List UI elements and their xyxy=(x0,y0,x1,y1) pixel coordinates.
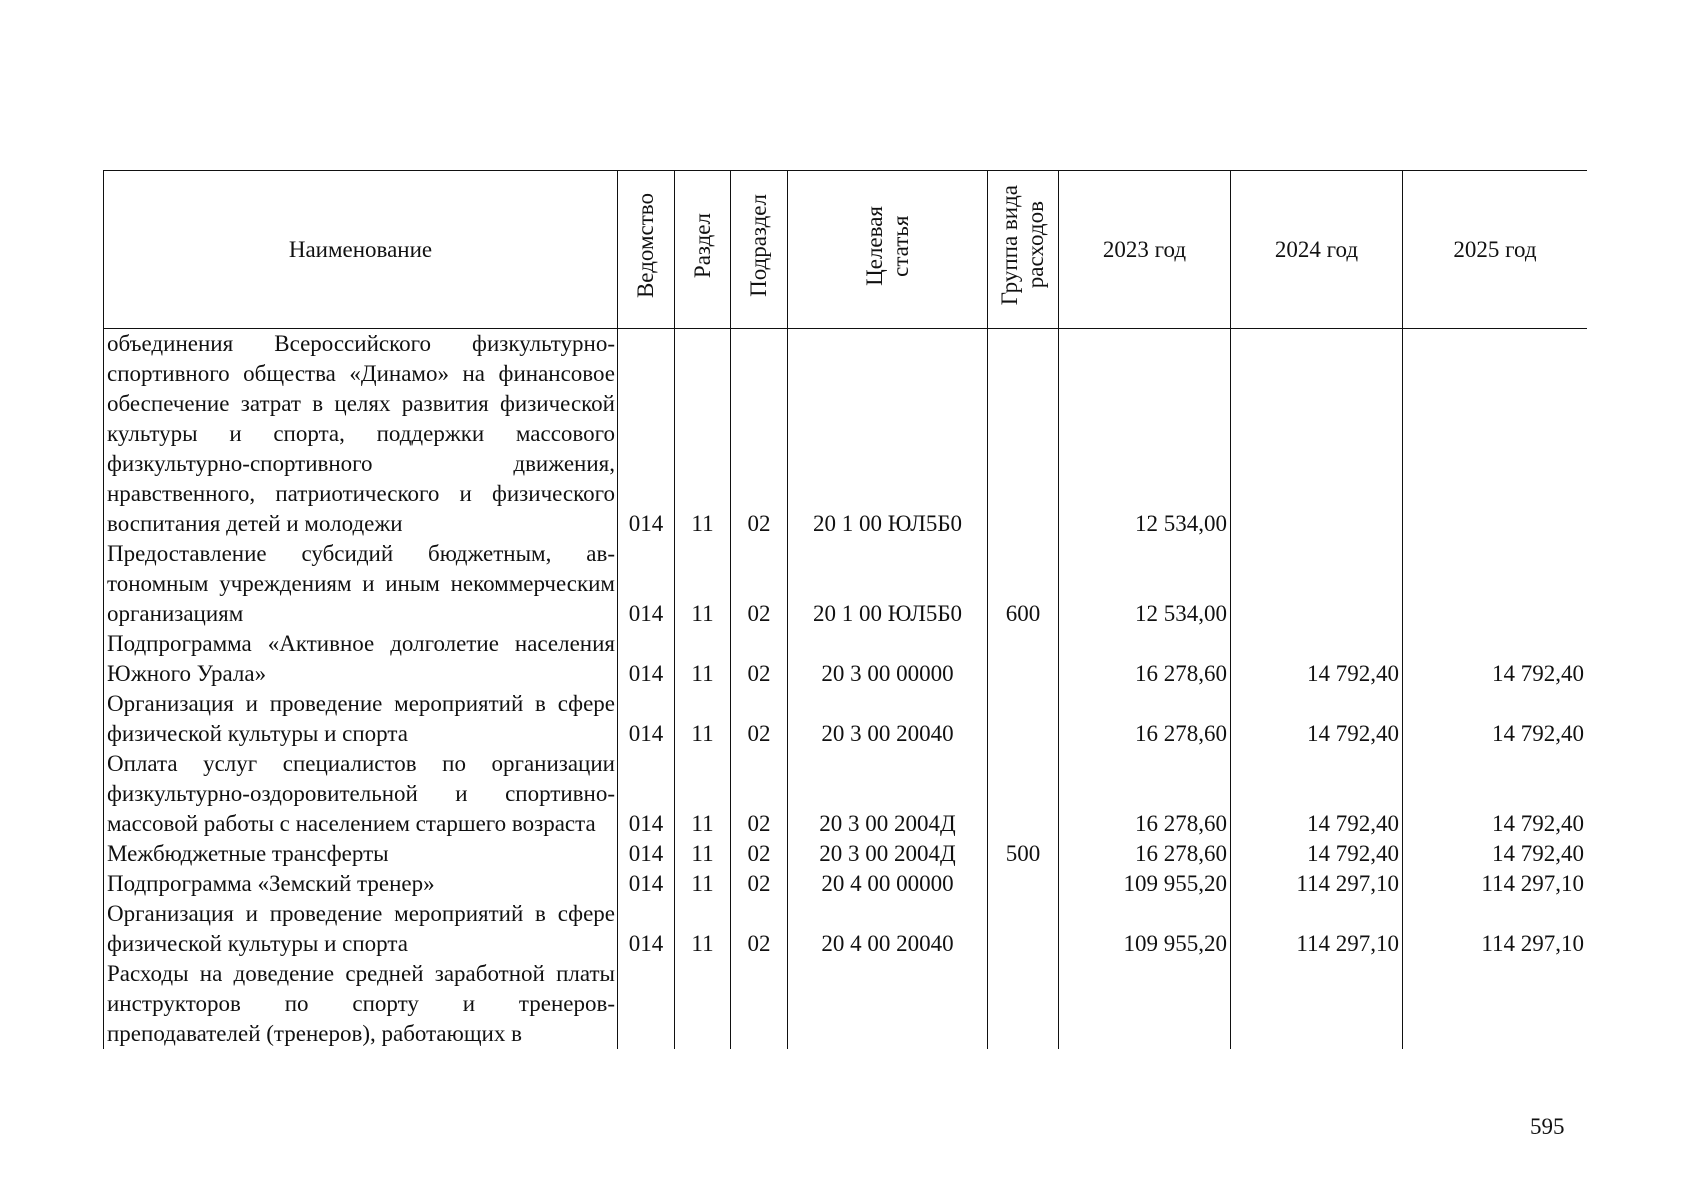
row-section: 11 xyxy=(675,839,731,869)
row-name: Предоставление субсидий бюджетным, автономным учреждениям и иным некоммерческим организациям xyxy=(104,539,618,629)
row-section: 11 xyxy=(675,749,731,839)
row-2024: 114 297,10 xyxy=(1231,899,1403,959)
row-section xyxy=(675,959,731,1049)
row-2023: 109 955,20 xyxy=(1059,899,1231,959)
row-2024 xyxy=(1231,329,1403,540)
table-header-row xyxy=(104,171,1588,329)
row-department: 014 xyxy=(618,689,675,749)
row-subsection xyxy=(731,959,788,1049)
budget-table-container xyxy=(103,170,1587,1097)
table-row xyxy=(104,539,1588,629)
header-2024: 2024 год xyxy=(1231,171,1403,329)
row-target-article: 20 4 00 00000 xyxy=(788,869,988,899)
row-department: 014 xyxy=(618,749,675,839)
row-2023 xyxy=(1059,959,1231,1049)
row-2024: 114 297,10 xyxy=(1231,869,1403,899)
row-section: 11 xyxy=(675,539,731,629)
row-2025: 14 792,40 xyxy=(1403,839,1588,869)
row-2024 xyxy=(1231,539,1403,629)
row-2025 xyxy=(1403,329,1588,540)
row-target-article: 20 3 00 2004Д xyxy=(788,749,988,839)
row-subsection: 02 xyxy=(731,869,788,899)
row-name: Организация и проведение мероприятий в сфере физической культуры и спорта xyxy=(104,899,618,959)
row-expense-group: 600 xyxy=(988,539,1059,629)
row-2024: 14 792,40 xyxy=(1231,749,1403,839)
row-expense-group xyxy=(988,689,1059,749)
header-2025: 2025 год xyxy=(1403,171,1588,329)
row-department xyxy=(618,959,675,1049)
row-2024 xyxy=(1231,959,1403,1049)
table-row xyxy=(104,689,1588,749)
budget-table xyxy=(103,170,1587,1049)
row-target-article: 20 1 00 ЮЛ5Б0 xyxy=(788,539,988,629)
row-target-article: 20 3 00 2004Д xyxy=(788,839,988,869)
row-2025: 14 792,40 xyxy=(1403,749,1588,839)
header-subsection: Подраздел xyxy=(731,171,788,329)
row-expense-group xyxy=(988,899,1059,959)
table-row xyxy=(104,329,1588,540)
row-expense-group xyxy=(988,959,1059,1049)
row-name: Подпрограмма «Активное долголетие населения Южного Урала» xyxy=(104,629,618,689)
row-subsection: 02 xyxy=(731,839,788,869)
table-row xyxy=(104,839,1588,869)
row-department: 014 xyxy=(618,869,675,899)
row-2023: 16 278,60 xyxy=(1059,689,1231,749)
header-name: Наименование xyxy=(104,171,618,329)
row-name: Организация и проведение мероприятий в сфере физической культуры и спорта xyxy=(104,689,618,749)
row-2025: 14 792,40 xyxy=(1403,629,1588,689)
row-2025 xyxy=(1403,539,1588,629)
table-row xyxy=(104,749,1588,839)
header-department: Ведомство xyxy=(618,171,675,329)
row-subsection: 02 xyxy=(731,899,788,959)
row-expense-group: 500 xyxy=(988,839,1059,869)
row-subsection: 02 xyxy=(731,749,788,839)
row-subsection: 02 xyxy=(731,629,788,689)
row-department: 014 xyxy=(618,329,675,540)
row-2025: 114 297,10 xyxy=(1403,899,1588,959)
row-section: 11 xyxy=(675,869,731,899)
row-department: 014 xyxy=(618,839,675,869)
table-row xyxy=(104,869,1588,899)
row-name: Межбюджетные трансферты xyxy=(104,839,618,869)
table-row xyxy=(104,959,1588,1049)
row-name: Расходы на доведение средней заработной платы инструкторов по спорту и тренеров-преподавателей (тренеров), работающих в xyxy=(104,959,618,1049)
row-name: Оплата услуг специалистов по организации физкультурно-оздоровительной и спортивно-массовой работы с населением старшего возраста xyxy=(104,749,618,839)
header-target-article: Целевая статья xyxy=(788,171,988,329)
page-number: 595 xyxy=(1530,1114,1565,1139)
header-section: Раздел xyxy=(675,171,731,329)
row-2024: 14 792,40 xyxy=(1231,629,1403,689)
row-2025: 14 792,40 xyxy=(1403,689,1588,749)
row-subsection: 02 xyxy=(731,539,788,629)
row-section: 11 xyxy=(675,629,731,689)
row-name: Подпрограмма «Земский тренер» xyxy=(104,869,618,899)
row-subsection: 02 xyxy=(731,689,788,749)
row-2023: 109 955,20 xyxy=(1059,869,1231,899)
row-target-article xyxy=(788,959,988,1049)
row-department: 014 xyxy=(618,899,675,959)
row-2023: 16 278,60 xyxy=(1059,749,1231,839)
row-2023: 12 534,00 xyxy=(1059,329,1231,540)
row-2025: 114 297,10 xyxy=(1403,869,1588,899)
row-expense-group xyxy=(988,629,1059,689)
row-section: 11 xyxy=(675,899,731,959)
row-expense-group xyxy=(988,869,1059,899)
table-row xyxy=(104,629,1588,689)
row-name: объединения Всероссийского физкультурно-спортивного общества «Динамо» на финансовое обеспечение затрат в целях развития физической культуры и спорта, поддержки массового физкультурно-спортивного движения, нравственного, патриотического и физического воспитания детей и молодежи xyxy=(104,329,618,540)
row-target-article: 20 4 00 20040 xyxy=(788,899,988,959)
row-section: 11 xyxy=(675,329,731,540)
row-target-article: 20 1 00 ЮЛ5Б0 xyxy=(788,329,988,540)
row-2023: 12 534,00 xyxy=(1059,539,1231,629)
header-expense-group: Группа вида расходов xyxy=(988,171,1059,329)
row-2024: 14 792,40 xyxy=(1231,839,1403,869)
row-2023: 16 278,60 xyxy=(1059,839,1231,869)
header-2023: 2023 год xyxy=(1059,171,1231,329)
row-department: 014 xyxy=(618,539,675,629)
row-2025 xyxy=(1403,959,1588,1049)
row-subsection: 02 xyxy=(731,329,788,540)
row-section: 11 xyxy=(675,689,731,749)
row-expense-group xyxy=(988,329,1059,540)
table-row xyxy=(104,899,1588,959)
row-department: 014 xyxy=(618,629,675,689)
row-expense-group xyxy=(988,749,1059,839)
row-target-article: 20 3 00 00000 xyxy=(788,629,988,689)
row-target-article: 20 3 00 20040 xyxy=(788,689,988,749)
row-2024: 14 792,40 xyxy=(1231,689,1403,749)
row-2023: 16 278,60 xyxy=(1059,629,1231,689)
